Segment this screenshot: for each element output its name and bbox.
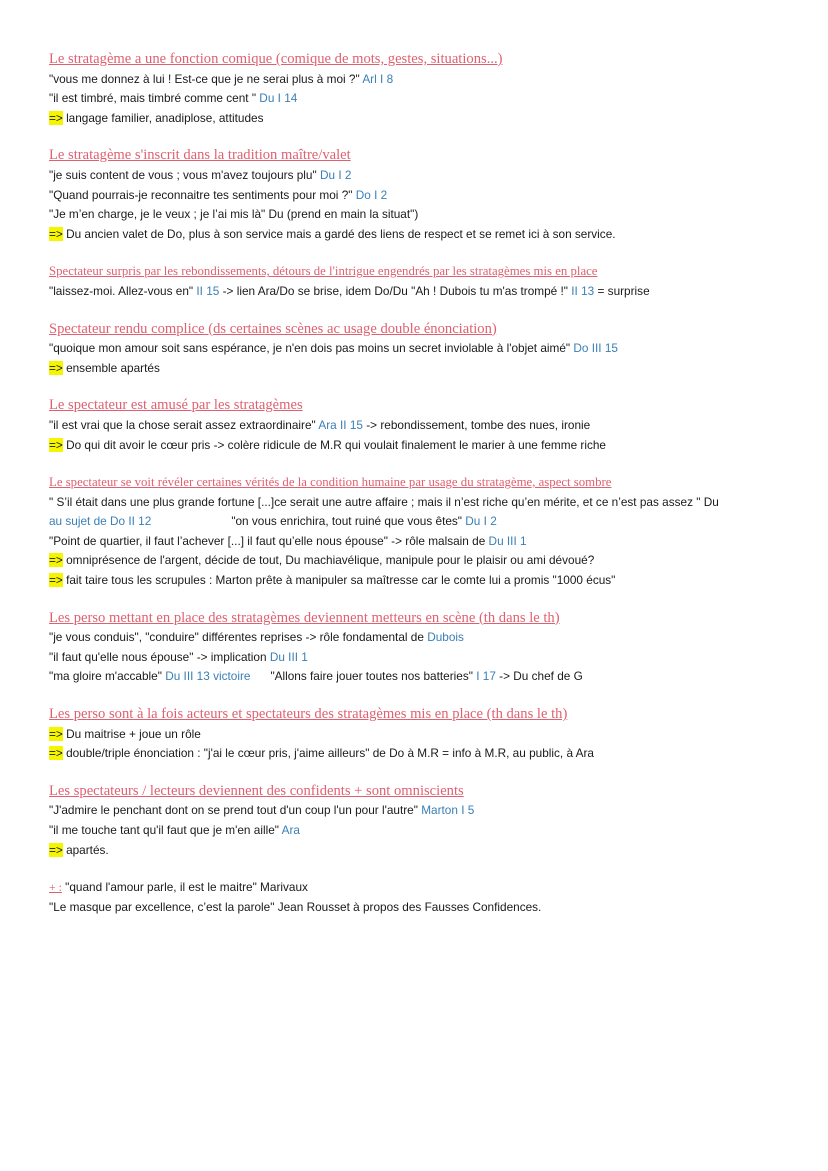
- reference: I 17: [476, 669, 496, 684]
- reference: Ara II 15: [318, 417, 363, 432]
- quote-line: [49, 878, 794, 898]
- section-complice: [49, 320, 794, 379]
- section-amuse: [49, 396, 794, 455]
- reference: au sujet de Do II 12: [49, 514, 152, 529]
- quote-line: [49, 89, 794, 109]
- quote-line: [49, 493, 794, 513]
- section-comique: [49, 50, 794, 128]
- quote-text: -> rebondissement, tombe des nues, ironie: [366, 417, 591, 432]
- quote-text: "vous me donnez à lui ! Est-ce que je ne serai plus à moi ?": [49, 71, 360, 86]
- section-heading: Les spectateurs / lecteurs deviennent des confidents + sont omniscients: [49, 782, 464, 799]
- reference: Du I 2: [319, 167, 352, 182]
- section-heading: Le stratagème a une fonction comique (comique de mots, gestes, situations...): [49, 51, 503, 67]
- quote-line: [49, 70, 794, 90]
- quote-text: "on vous enrichira, tout ruiné que vous êtes": [231, 514, 462, 529]
- section-extra-quotes: [49, 878, 794, 917]
- conclusion-text: Du ancien valet de Do, plus à son service mais a gardé des liens de respect et se remet ici à son service.: [66, 226, 616, 241]
- section-heading: Spectateur rendu complice (ds certaines scènes ac usage double énonciation): [49, 320, 497, 337]
- section-heading: Le spectateur est amusé par les stratagèmes: [49, 397, 303, 414]
- conclusion-line: [49, 551, 794, 571]
- section-confidents: [49, 782, 794, 860]
- arrow-marker: =>: [49, 110, 63, 125]
- quote-text: -> Du chef de G: [499, 669, 583, 684]
- section-acteurs-spectateurs: [49, 705, 794, 764]
- section-heading: Le spectateur se voit révéler certaines vérités de la condition humaine par usage du stratagème, aspect sombre: [49, 475, 612, 490]
- quote-text: = surprise: [597, 283, 650, 298]
- quote-line: [49, 648, 794, 668]
- quote-text: " S’il était dans une plus grande fortune [...]ce serait une autre affaire ; mais il n’est riche qu’en mérite, et ce n’est pas assez " Du: [49, 494, 719, 509]
- quote-text: "je vous conduis", "conduire" différentes reprises -> rôle fondamental de: [49, 630, 424, 645]
- arrow-marker: =>: [49, 746, 63, 761]
- section-verites: [49, 473, 794, 591]
- conclusion-line: [49, 744, 794, 764]
- conclusion-text: ensemble apartés: [66, 360, 160, 375]
- reference: Du III 1: [269, 649, 308, 664]
- reference: Du I 2: [465, 514, 497, 529]
- reference: Du III 1: [488, 533, 527, 548]
- reference: Dubois: [427, 630, 464, 645]
- reference: II 15: [196, 283, 220, 298]
- quote-text: -> lien Ara/Do se brise, idem Do/Du "Ah ! Dubois tu m'as trompé !": [222, 283, 568, 298]
- conclusion-line: [49, 725, 794, 745]
- conclusion-text: omniprésence de l'argent, décide de tout, Du machiavélique, manipule pour le plaisir ou ami dévoué?: [66, 553, 595, 568]
- quote-text: "quand l'amour parle, il est le maitre" Marivaux: [65, 880, 308, 895]
- reference: Do III 15: [573, 341, 618, 356]
- quote-text: "Je m’en charge, je le veux ; je l’ai mis là" Du (prend en main la situat"): [49, 207, 419, 222]
- reference: Du III 13 victoire: [165, 669, 251, 684]
- quote-line: [49, 186, 794, 206]
- document-content: [49, 50, 794, 935]
- quote-text: "J'admire le penchant dont on se prend tout d'un coup l'un pour l'autre": [49, 803, 418, 818]
- arrow-marker: =>: [49, 360, 63, 375]
- conclusion-line: [49, 109, 794, 129]
- quote-line: [49, 898, 794, 918]
- reference: Do I 2: [355, 187, 388, 202]
- arrow-marker: =>: [49, 573, 63, 588]
- quote-text: "laissez-moi. Allez-vous en": [49, 283, 194, 298]
- section-surpris: [49, 262, 794, 301]
- conclusion-line: [49, 841, 794, 861]
- quote-line: [49, 512, 794, 532]
- arrow-marker: =>: [49, 842, 63, 857]
- quote-line: [49, 628, 794, 648]
- quote-line: [49, 205, 794, 225]
- arrow-marker: =>: [49, 726, 63, 741]
- quote-line: [49, 801, 794, 821]
- quote-line: [49, 416, 794, 436]
- quote-text: "quoique mon amour soit sans espérance, je n'en dois pas moins un secret inviolable à l'objet aimé": [49, 341, 571, 356]
- section-heading: Le stratagème s'inscrit dans la tradition maître/valet: [49, 147, 351, 164]
- quote-text: "Point de quartier, il faut l’achever [...] il faut qu’elle nous épouse" -> rôle malsain de: [49, 533, 486, 548]
- arrow-marker: =>: [49, 226, 63, 241]
- quote-text: "il est timbré, mais timbré comme cent ": [49, 91, 257, 106]
- quote-text: "il est vrai que la chose serait assez extraordinaire": [49, 417, 316, 432]
- quote-text: "ma gloire m'accable": [49, 669, 162, 684]
- quote-text: "Le masque par excellence, c’est la parole" Jean Rousset à propos des Fausses Confidences.: [49, 899, 542, 914]
- quote-line: [49, 532, 794, 552]
- section-heading: Les perso sont à la fois acteurs et spectateurs des stratagèmes mis en place (th dans le th): [49, 706, 568, 723]
- quote-text: "il faut qu'elle nous épouse" -> implication: [49, 649, 267, 664]
- quote-text: "je suis content de vous ; vous m'avez toujours plu": [49, 167, 317, 182]
- conclusion-text: langage familier, anadiplose, attitudes: [66, 110, 264, 125]
- conclusion-text: Do qui dit avoir le cœur pris -> colère ridicule de M.R qui voulait finalement le marier à une femme riche: [66, 437, 606, 452]
- reference: Du I 14: [259, 91, 298, 106]
- reference: II 13: [571, 283, 595, 298]
- conclusion-text: double/triple énonciation : "j'ai le cœur pris, j'aime ailleurs" de Do à M.R = info à M.R, au public, à Ara: [66, 746, 594, 761]
- section-heading: Les perso mettant en place des stratagèmes deviennent metteurs en scène (th dans le th): [49, 609, 560, 626]
- quote-text: "il me touche tant qu'il faut que je m'en aille": [49, 823, 279, 837]
- reference: Arl I 8: [362, 71, 394, 86]
- section-maitre-valet: [49, 146, 794, 244]
- conclusion-line: [49, 225, 794, 245]
- conclusion-line: [49, 571, 794, 591]
- conclusion-line: [49, 359, 794, 379]
- quote-line: [49, 339, 794, 359]
- section-metteurs-en-scene: [49, 609, 794, 687]
- quote-text: "Allons faire jouer toutes nos batteries": [270, 669, 473, 684]
- plus-marker: + :: [49, 880, 62, 895]
- quote-line: [49, 166, 794, 186]
- section-heading: Spectateur surpris par les rebondissements, détours de l'intrigue engendrés par les stratagèmes mis en place: [49, 264, 598, 279]
- reference: Marton I 5: [421, 803, 475, 818]
- quote-line: [49, 821, 794, 841]
- arrow-marker: =>: [49, 553, 63, 568]
- conclusion-text: fait taire tous les scrupules : Marton prête à manipuler sa maîtresse car le comte lui a promis "1000 écus": [66, 573, 616, 588]
- quote-line: [49, 667, 794, 687]
- conclusion-text: Du maitrise + joue un rôle: [66, 726, 201, 741]
- quote-line: [49, 282, 794, 302]
- reference: Ara: [281, 823, 300, 837]
- arrow-marker: =>: [49, 437, 63, 452]
- quote-text: "Quand pourrais-je reconnaitre tes sentiments pour moi ?": [49, 187, 353, 202]
- conclusion-text: apartés.: [66, 842, 109, 857]
- conclusion-line: [49, 436, 794, 456]
